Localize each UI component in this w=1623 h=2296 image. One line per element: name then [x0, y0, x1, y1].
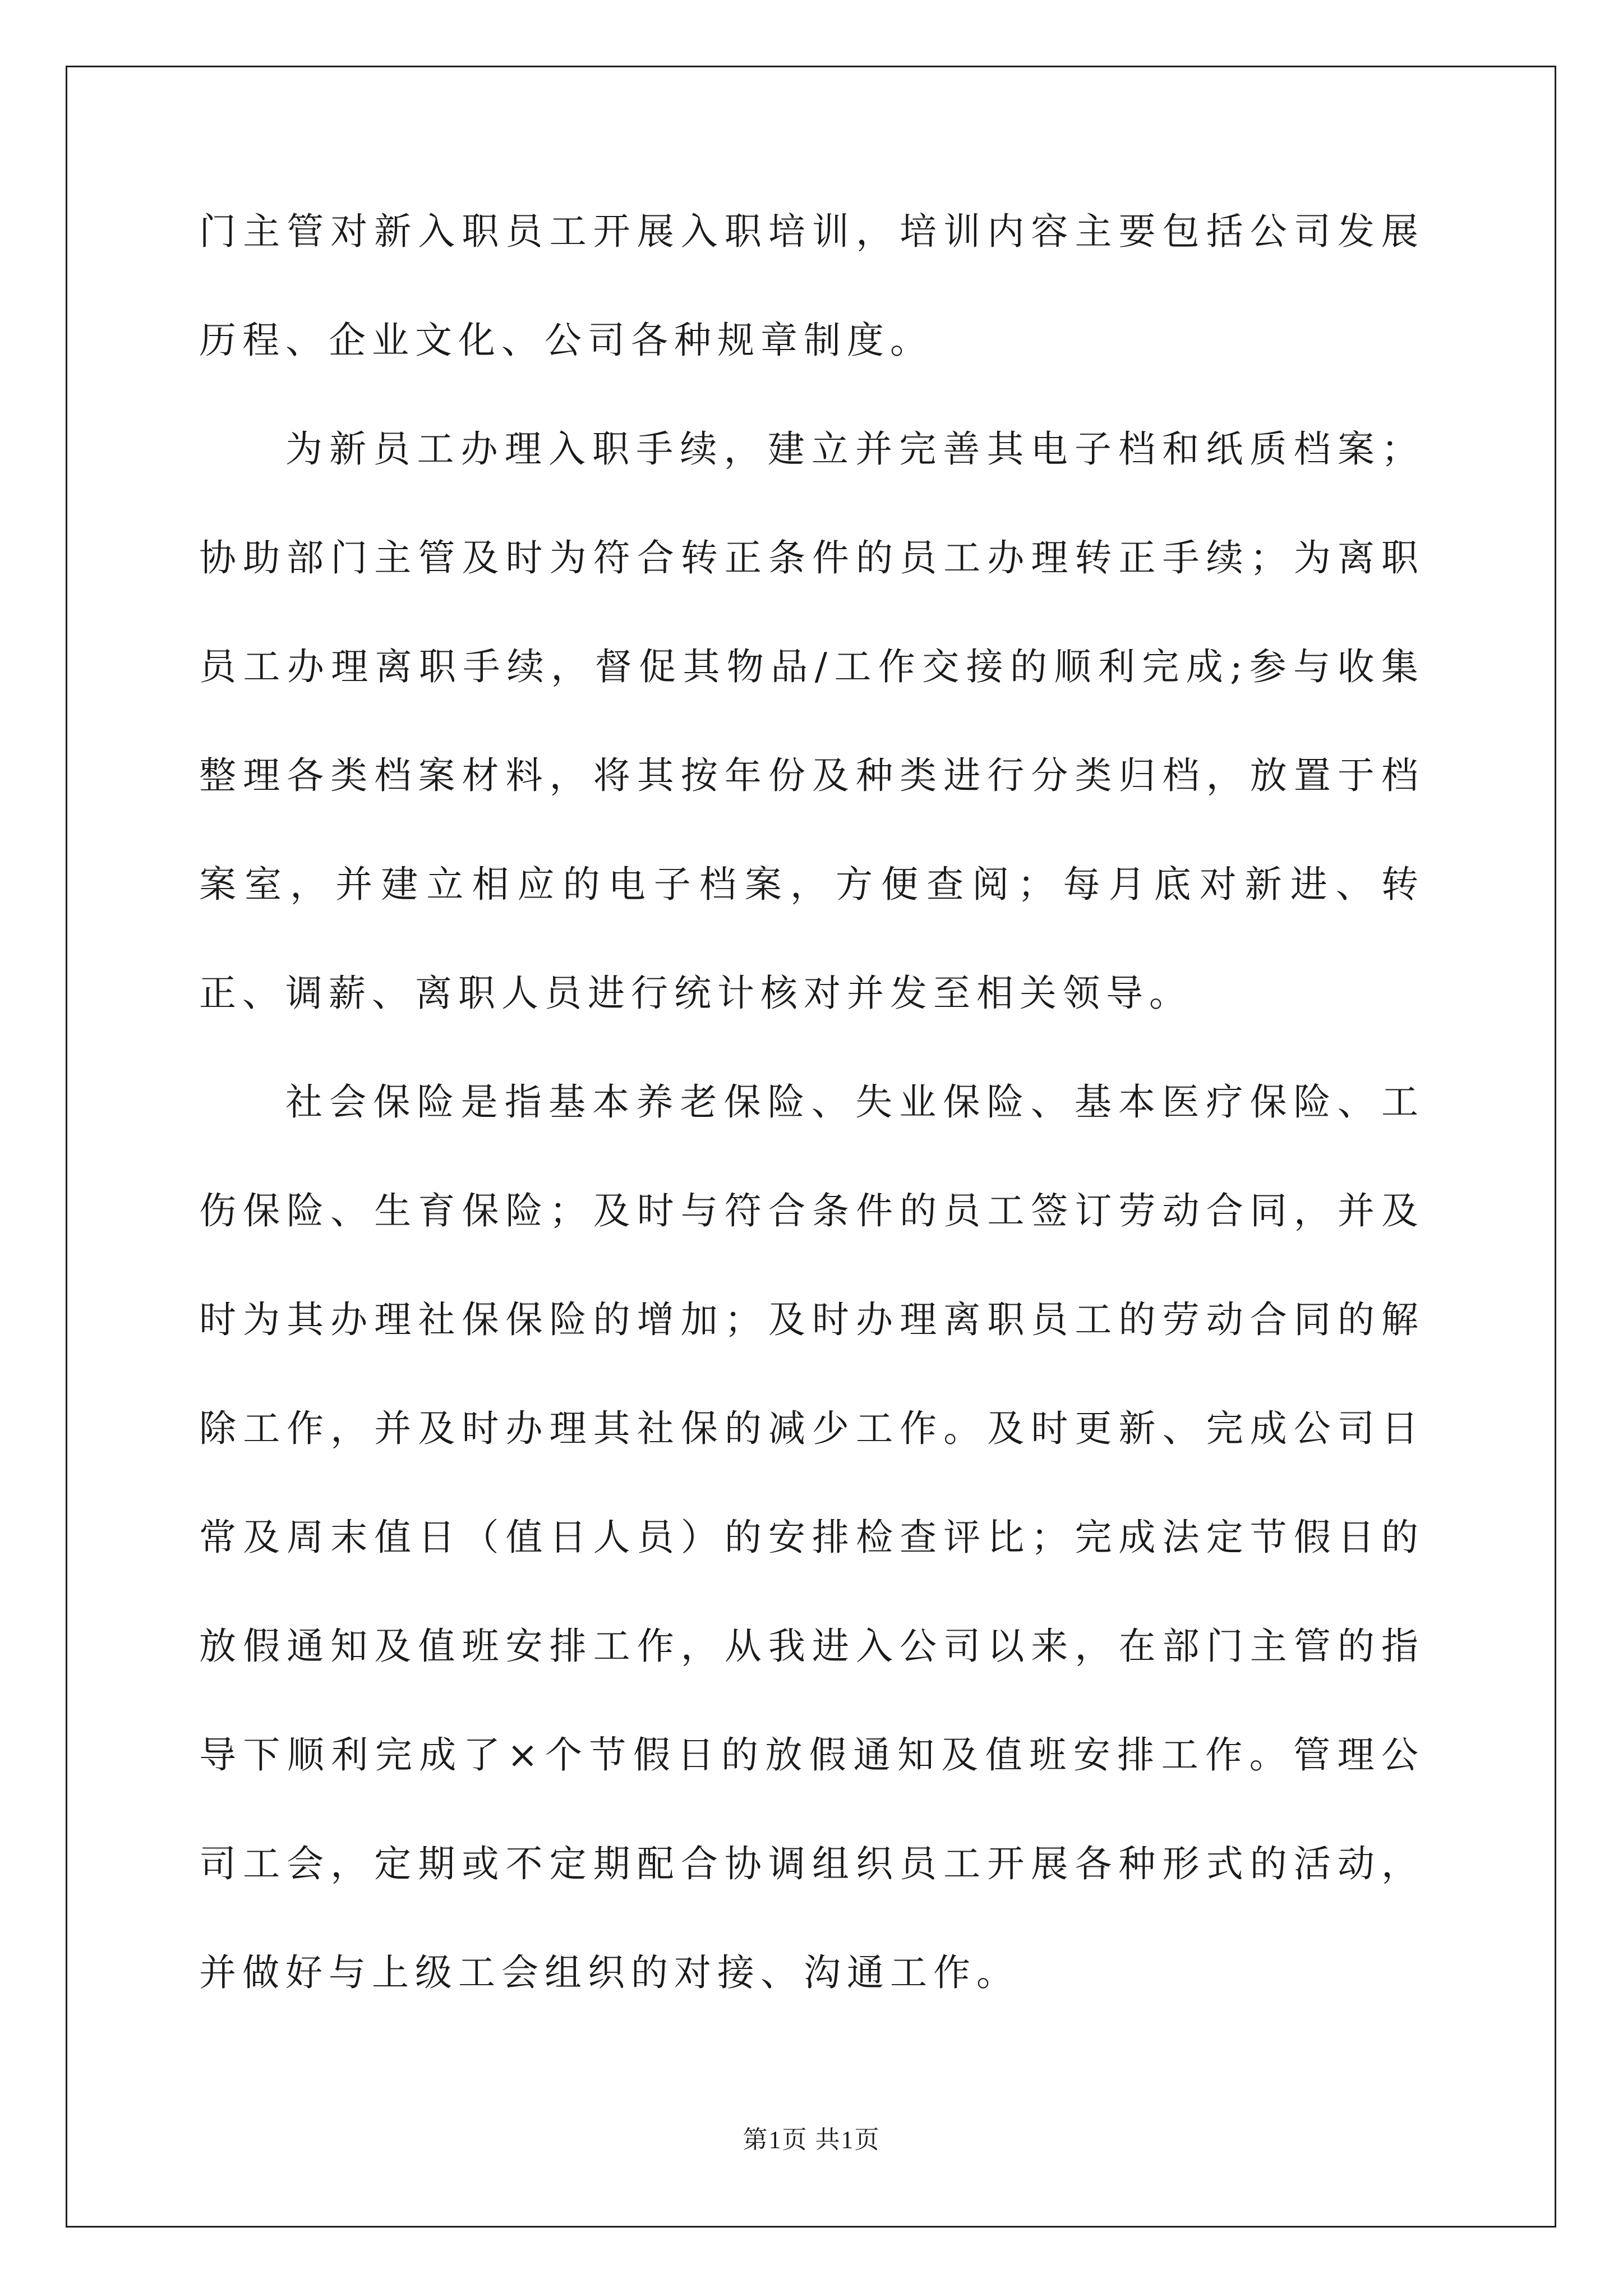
paragraph-3: 社会保险是指基本养老保险、失业保险、基本医疗保险、工伤保险、生育保险；及时与符合条件的员工签订劳动合同，并及时为其办理社保保险的增加；及时办理离职员工的劳动合同的解除工作，并及时办理其社保的减少工作。及时更新、完成公司日常及周末值日（值日人员）的安排检查评比；完成法定节假日的放假通知及值班安排工作，从我进入公司以来，在部门主管的指导下顺利完成了×个节假日的放假通知及值班安排工作。管理公司工会，定期或不定期配合协调组织员工开展各种形式的活动，并做好与上级工会组织的对接、沟通工作。	[199, 1080, 1424, 1994]
paragraph-2: 为新员工办理入职手续，建立并完善其电子档和纸质档案；协助部门主管及时为符合转正条件的员工办理转正手续；为离职员工办理离职手续，督促其物品/工作交接的顺利完成;参与收集整理各类档案材料，将其按年份及种类进行分类归档，放置于档案室，并建立相应的电子档案，方便查阅；每月底对新进、转正、调薪、离职人员进行统计核对并发至相关领导。	[199, 427, 1424, 1015]
page-number: 第1页 共1页	[743, 2126, 880, 2154]
paragraph-1: 门主管对新入职员工开展入职培训，培训内容主要包括公司发展历程、企业文化、公司各种规章制度。	[199, 210, 1424, 362]
document-body	[199, 177, 1424, 2027]
